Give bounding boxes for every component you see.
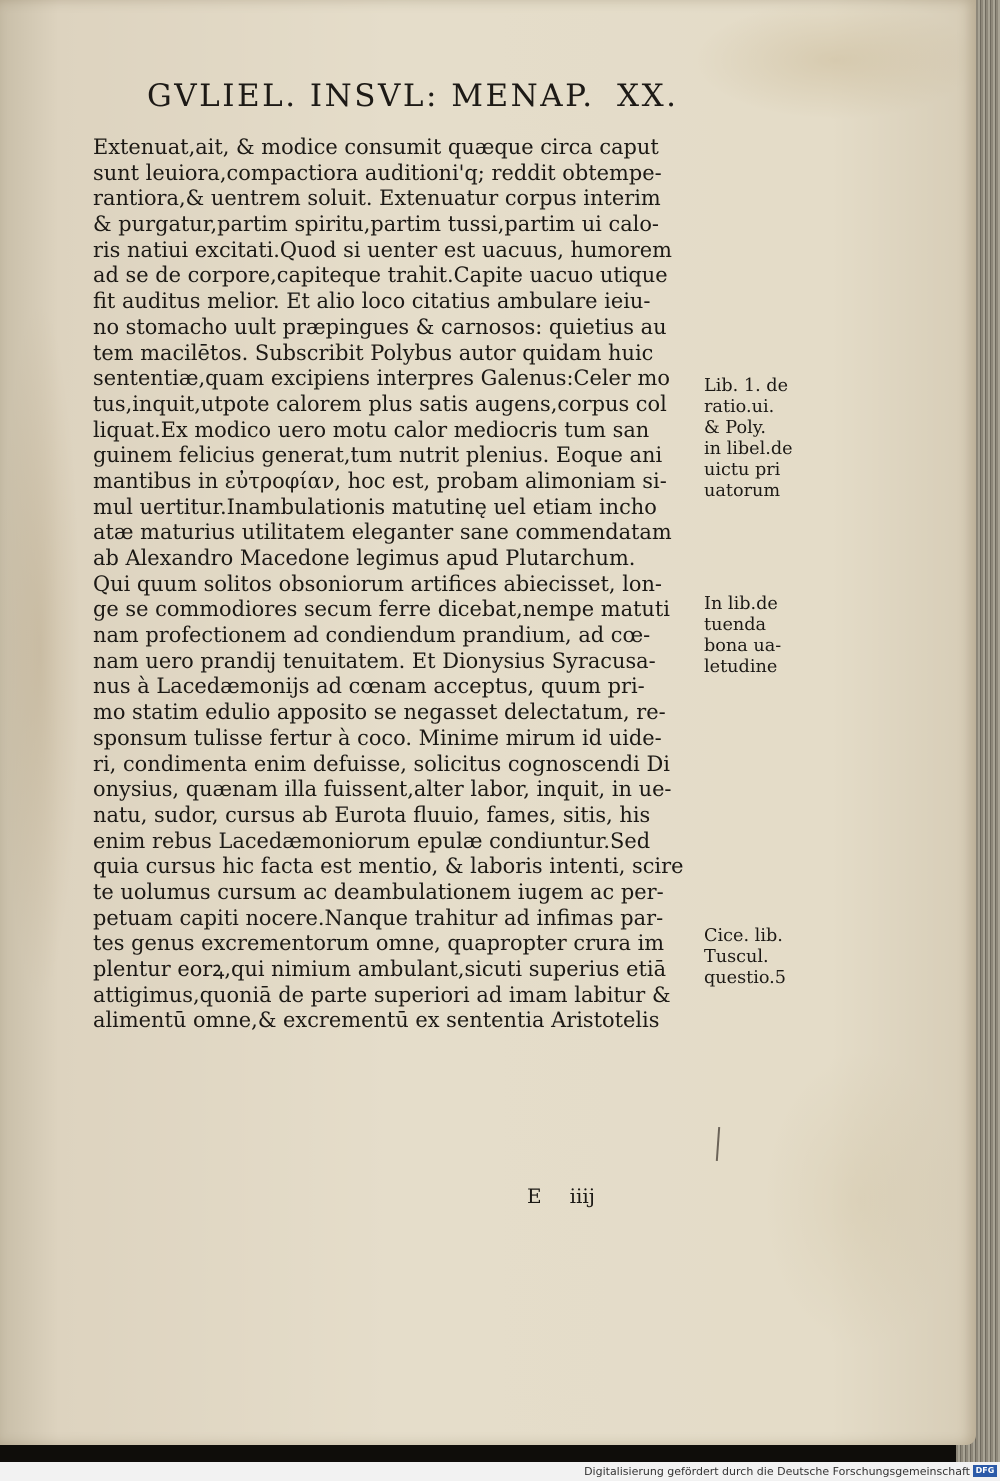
text-line: fit auditus melior. Et alio loco citatius ambulare ieiu- — [93, 289, 651, 314]
paper-stain — [760, 1050, 960, 1350]
main-text-block — [93, 135, 708, 1034]
text-line: sententiæ,quam excipiens interpres Galenus:Celer mo — [93, 366, 670, 391]
paper-stain — [690, 0, 980, 120]
text-line: plentur eorꝝ,qui nimium ambulant,sicuti superius etiā — [93, 957, 667, 981]
text-line: natu, sudor, cursus ab Eurota fluuio, fames, sitis, his — [93, 802, 651, 827]
text-line: mul uertitur.Inambulationis matutinę uel etiam incho — [93, 494, 657, 519]
marginal-line: ratio.ui. — [704, 396, 775, 417]
text-line: nam uero prandij tenuitatem. Et Dionysius Syracusa- — [93, 648, 656, 673]
pencil-mark — [716, 1127, 720, 1161]
marginal-line: Lib. 1. de — [704, 375, 789, 396]
marginal-line: questio.5 — [704, 967, 787, 988]
text-line: ri, condimenta enim defuisse, solicitus cognoscendi Di — [93, 751, 670, 776]
signature-mark — [527, 1184, 623, 1208]
marginal-line: Tuscul. — [704, 946, 769, 967]
text-line: sunt leuiora,compactiora auditioni'q; reddit obtempe- — [93, 160, 662, 185]
text-line: sponsum tulisse fertur à coco. Minime mirum id uide- — [93, 725, 662, 750]
marginal-note — [704, 925, 804, 988]
text-line: Qui quum solitos obsoniorum artifices abiecisset, lon- — [93, 571, 662, 596]
marginal-note — [704, 375, 804, 501]
dfg-logo: DFG — [973, 1465, 997, 1477]
text-line: atæ maturius utilitatem eleganter sane commendatam — [93, 520, 672, 545]
text-line: mo statim edulio apposito se negasset delectatum, re- — [93, 700, 666, 725]
folio-number: XX. — [617, 78, 679, 114]
marginal-line: bona ua- — [704, 635, 782, 656]
text-line: rantiora,& uentrem soluit. Extenuatur corpus interim — [93, 186, 661, 211]
text-line: petuam capiti nocere.Nanque trahitur ad infimas par- — [93, 905, 664, 930]
text-line: tus,inquit,utpote calorem plus satis augens,corpus col — [93, 391, 667, 416]
marginal-line: In lib.de — [704, 593, 778, 614]
marginal-line: in libel.de — [704, 438, 793, 459]
footer-credit: Digitalisierung gefördert durch die Deutsche Forschungsgemeinschaft — [584, 1465, 970, 1478]
text-line: Extenuat,ait, & modice consumit quæque circa caput — [93, 135, 659, 159]
text-line: ad se de corpore,capiteque trahit.Capite uacuo utique — [93, 263, 668, 288]
text-line: alimentū omne,& excrementū ex sententia Aristotelis — [93, 1008, 660, 1033]
text-line: quia cursus hic facta est mentio, & laboris intenti, scire — [93, 854, 684, 879]
paper-stain — [0, 300, 80, 1000]
footer-bar — [0, 1462, 1000, 1481]
signature-number: iiij — [569, 1184, 595, 1208]
marginal-line: letudine — [704, 656, 778, 677]
text-line: enim rebus Lacedæmoniorum epulæ condiuntur.Sed — [93, 828, 651, 853]
text-line: tem macilētos. Subscribit Polybus autor quidam huic — [93, 340, 654, 365]
text-line: ge se commodiores secum ferre dicebat,nempe matuti — [93, 597, 670, 622]
text-line: ab Alexandro Macedone legimus apud Plutarchum. — [93, 546, 636, 570]
text-line: liquat.Ex modico uero motu calor mediocris tum san — [93, 417, 650, 442]
page-header — [147, 78, 707, 124]
text-line: nus à Lacedæmonijs ad cœnam acceptus, quum pri- — [93, 674, 645, 699]
marginal-line: & Poly. — [704, 417, 766, 438]
marginal-note — [704, 593, 804, 677]
text-line: mantibus in εὐτροφίαν, hoc est, probam alimoniam si- — [93, 468, 667, 493]
text-line: ris natiui excitati.Quod si uenter est uacuus, humorem — [93, 237, 672, 262]
text-line: guinem felicius generat,tum nutrit plenius. Eoque ani — [93, 443, 663, 468]
marginal-line: Cice. lib. — [704, 925, 783, 946]
running-head: GVLIEL. INSVL: MENAP. — [147, 78, 595, 114]
text-line: & purgatur,partim spiritu,partim tussi,partim ui calo- — [93, 212, 659, 237]
text-line: no stomacho uult præpingues & carnosos: quietius au — [93, 314, 667, 339]
text-line: te uolumus cursum ac deambulationem iugem ac per- — [93, 879, 664, 904]
marginal-line: uictu pri — [704, 459, 781, 480]
text-line: nam profectionem ad condiendum prandium, ad cœ- — [93, 623, 651, 648]
marginal-line: tuenda — [704, 614, 767, 635]
text-line: onysius, quænam illa fuissent,alter labor, inquit, in ue- — [93, 777, 672, 802]
marginal-line: uatorum — [704, 480, 781, 501]
text-line: tes genus excrementorum omne, quapropter crura im — [93, 931, 665, 956]
text-line: attigimus,quoniā de parte superiori ad imam labitur & — [93, 982, 671, 1007]
signature-letter: E — [527, 1184, 542, 1208]
